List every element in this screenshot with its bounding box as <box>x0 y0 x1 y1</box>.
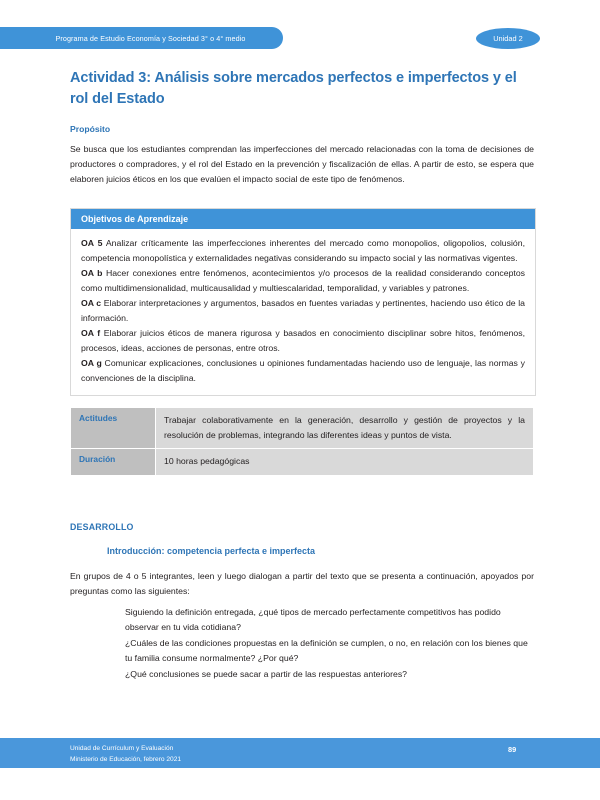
footer-institution <box>70 744 181 765</box>
program-badge-label: Programa de Estudio Economía y Sociedad 3° o 4° medio <box>55 33 246 43</box>
objective-item <box>81 236 525 266</box>
objective-text: Comunicar explicaciones, conclusiones u opiniones fundamentadas haciendo uso de lenguaje, las normas y convenciones de la disciplina. <box>81 358 525 384</box>
list-item: ¿Qué conclusiones se puede sacar a partir de las respuestas anteriores? <box>125 669 408 680</box>
objective-code: OA c <box>81 298 102 309</box>
objective-item <box>81 356 525 386</box>
unit-badge <box>476 28 540 49</box>
objective-item <box>81 326 525 356</box>
list-item: ¿Cuáles de las condiciones propuestas en la definición se cumplen, o no, en relación con los bienes que tu familia consume normalmente? ¿Por qué? <box>125 638 528 664</box>
objective-item <box>81 296 525 326</box>
objective-text: Elaborar interpretaciones y argumentos, basados en fuentes variadas y pertinentes, haciendo uso ético de la información. <box>81 298 525 324</box>
purpose-heading: Propósito <box>70 124 111 135</box>
objective-text: Analizar críticamente las imperfecciones inherentes del mercado como monopolios, oligopolios, colusión, competencia monopolística y externalidades negativas considerando su impacto social y las normativas vigentes. <box>81 238 525 264</box>
development-intro-paragraph: En grupos de 4 o 5 integrantes, leen y luego dialogan a partir del texto que se presenta a continuación, apoyados por preguntas como las siguientes: <box>70 571 534 597</box>
objective-text: Elaborar juicios éticos de manera rigurosa y basados en conocimiento disciplinar sobre hitos, fenómenos, procesos, ideas, acciones de personas, entre otros. <box>81 328 525 354</box>
objectives-table-header-label: Objetivos de Aprendizaje <box>81 214 189 225</box>
development-subsection-heading: Introducción: competencia perfecta e imperfecta <box>107 546 316 557</box>
objective-item <box>81 266 525 296</box>
objective-code: OA b <box>81 268 103 279</box>
objective-code: OA g <box>81 358 102 369</box>
footer-line-1: Unidad de Currículum y Evaluación <box>70 745 174 752</box>
duration-value: 10 horas pedagógicas <box>156 449 534 476</box>
question-list <box>70 605 534 682</box>
page-number: 89 <box>508 745 517 754</box>
objective-code: OA 5 <box>81 238 103 249</box>
table-row <box>71 407 534 449</box>
page-title: Actividad 3: Análisis sobre mercados perfectos e imperfectos y el rol del Estado <box>70 70 517 107</box>
table-row <box>71 449 534 476</box>
footer-line-2: Ministerio de Educación, febrero 2021 <box>70 755 182 763</box>
attributes-table <box>70 407 534 477</box>
objectives-list <box>71 229 535 394</box>
attitudes-value: Trabajar colaborativamente en la generación, desarrollo y gestión de proyectos y la resolución de problemas, integrando las diferentes ideas y puntos de vista. <box>156 407 534 449</box>
objectives-table <box>70 208 536 395</box>
list-item: Siguiendo la definición entregada, ¿qué tipos de mercado perfectamente competitivos has podido observar en tu vida cotidiana? <box>125 607 501 633</box>
document-content <box>70 68 534 683</box>
purpose-paragraph: Se busca que los estudiantes comprendan las imperfecciones del mercado relacionadas con la toma de decisiones de productores o compradores, y el rol del Estado en la prevención y fiscalización de ellas. A partir de esto, se espera que elaboren juicios éticos en los que evalúen el impacto social de este tipo de fenómenos. <box>70 144 534 185</box>
program-badge <box>0 27 283 49</box>
unit-badge-label: Unidad 2 <box>493 34 523 43</box>
objectives-table-header <box>71 209 535 229</box>
development-heading: DESARROLLO <box>70 522 134 533</box>
duration-label: Duración <box>71 449 156 476</box>
objective-code: OA f <box>81 328 101 339</box>
objective-text: Hacer conexiones entre fenómenos, acontecimientos y/o procesos de la realidad considerando conceptos como multidimensionalidad, multicausalidad y multiescalaridad, temporalidad, y variables y patrones. <box>81 268 526 294</box>
attitudes-label: Actitudes <box>71 407 156 449</box>
